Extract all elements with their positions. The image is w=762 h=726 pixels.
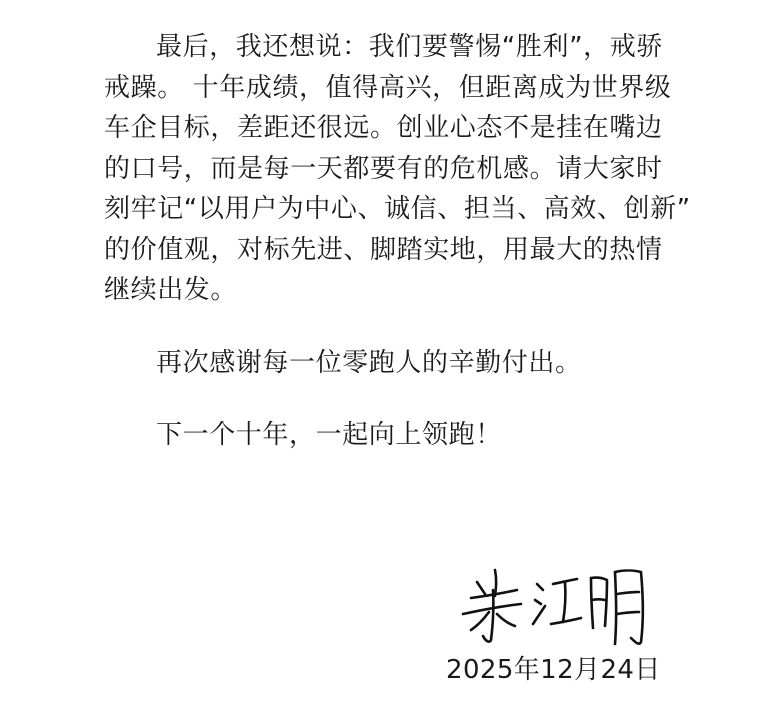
letter-date: 2025年12月24日 bbox=[446, 655, 661, 685]
text-line: 继续出发。 bbox=[104, 275, 238, 305]
paragraph-closing-remarks bbox=[104, 27, 691, 311]
text-line: 再次感谢每一位零跑人的辛勤付出。 bbox=[156, 347, 582, 378]
letter-body bbox=[104, 27, 691, 456]
handwritten-signature bbox=[455, 560, 655, 650]
paragraph-thanks bbox=[104, 343, 676, 384]
text-line: 刻牢记“以用户为中心、诚信、担当、高效、创新” bbox=[104, 194, 691, 224]
text-line: 最后，我还想说：我们要警惕“胜利”，戒骄 bbox=[156, 32, 663, 62]
text-line: 戒躁。 十年成绩，值得高兴，但距离成为世界级 bbox=[104, 72, 672, 103]
text-line: 的口号，而是每一天都要有的危机感。请大家时 bbox=[104, 153, 663, 184]
text-line: 下一个十年，一起向上领跑！ bbox=[156, 420, 502, 450]
signature-drawing bbox=[455, 560, 655, 650]
text-line: 车企目标，差距还很远。创业心态不是挂在嘴边 bbox=[104, 113, 663, 143]
text-line: 的价值观，对标先进、脚踏实地，用最大的热情 bbox=[104, 234, 663, 265]
paragraph-next-decade bbox=[104, 415, 676, 456]
